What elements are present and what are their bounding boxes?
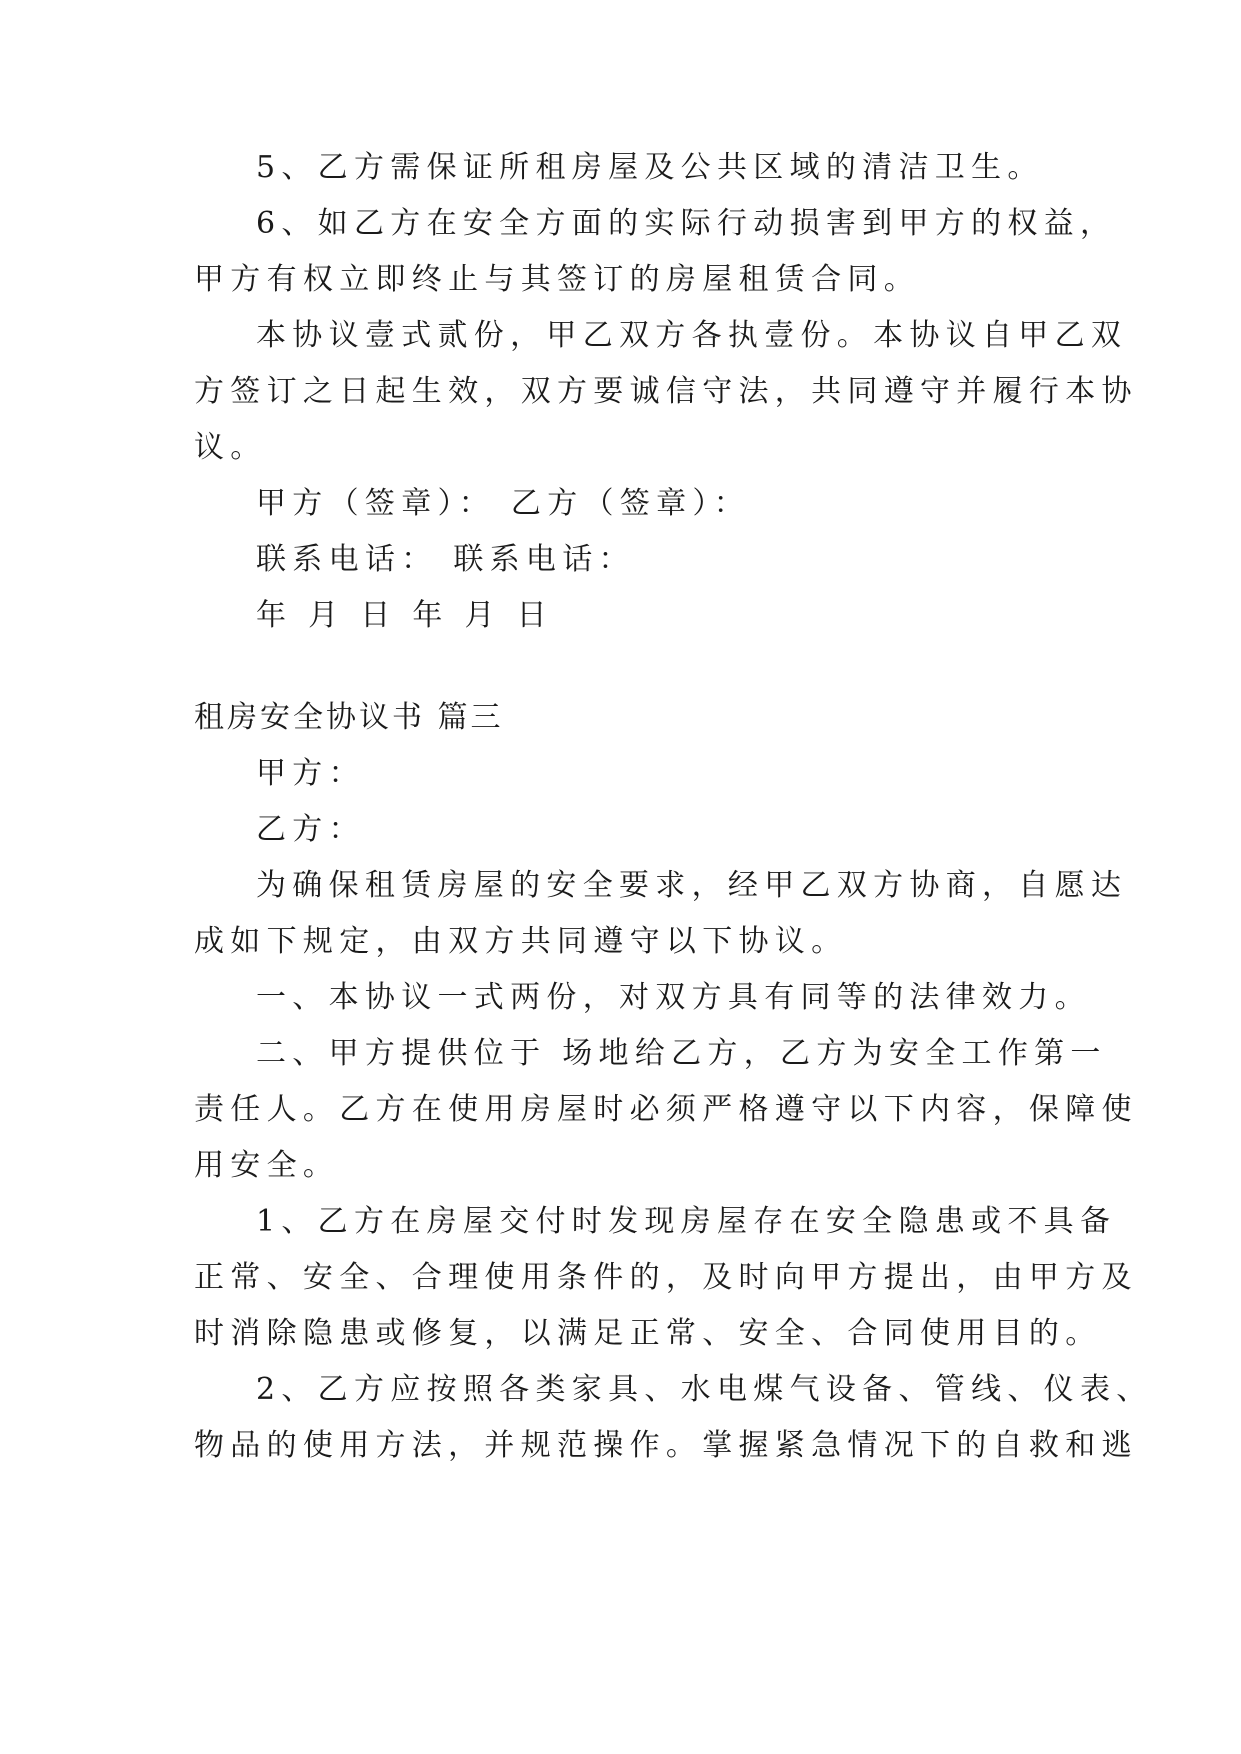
preamble-line-2: 成如下规定，由双方共同遵守以下协议。: [194, 924, 848, 959]
clause-5: 5、乙方需保证所租房屋及公共区域的清洁卫生。: [256, 150, 1044, 185]
clause-6-line-2: 甲方有权立即终止与其签订的房屋租赁合同。: [194, 262, 920, 297]
item-2-line-2: 物品的使用方法，并规范操作。掌握紧急情况下的自救和逃: [194, 1428, 1138, 1463]
item-1-line-2: 正常、安全、合理使用条件的，及时向甲方提出，由甲方及: [194, 1260, 1138, 1295]
clause-two-line-1: 二、甲方提供位于 场地给乙方，乙方为安全工作第一: [256, 1036, 1107, 1071]
item-1-line-3: 时消除隐患或修复，以满足正常、安全、合同使用目的。: [194, 1316, 1102, 1351]
phone-line: 联系电话： 联系电话：: [256, 542, 635, 577]
section-title: 租房安全协议书 篇三: [194, 700, 504, 735]
clause-6-line-1: 6、如乙方在安全方面的实际行动损害到甲方的权益，: [256, 206, 1117, 241]
item-2-line-1: 2、乙方应按照各类家具、水电煤气设备、管线、仪表、: [256, 1372, 1153, 1407]
clause-two-line-3: 用安全。: [194, 1148, 340, 1183]
agreement-copies-line-3: 议。: [194, 430, 267, 465]
party-b-line: 乙方：: [256, 812, 365, 847]
preamble-line-1: 为确保租赁房屋的安全要求，经甲乙双方协商，自愿达: [256, 868, 1128, 903]
date-line: 年 月 日 年 月 日: [256, 598, 553, 633]
item-1-line-1: 1、乙方在房屋交付时发现房屋存在安全隐患或不具备: [256, 1204, 1117, 1239]
clause-two-line-2: 责任人。乙方在使用房屋时必须严格遵守以下内容，保障使: [194, 1092, 1138, 1127]
agreement-copies-line-1: 本协议壹式贰份，甲乙双方各执壹份。本协议自甲乙双: [256, 318, 1128, 353]
agreement-copies-line-2: 方签订之日起生效，双方要诚信守法，共同遵守并履行本协: [194, 374, 1138, 409]
clause-one: 一、本协议一式两份，对双方具有同等的法律效力。: [256, 980, 1091, 1015]
signature-line: 甲方（签章）： 乙方（签章）：: [256, 486, 751, 521]
party-a-line: 甲方：: [256, 756, 365, 791]
